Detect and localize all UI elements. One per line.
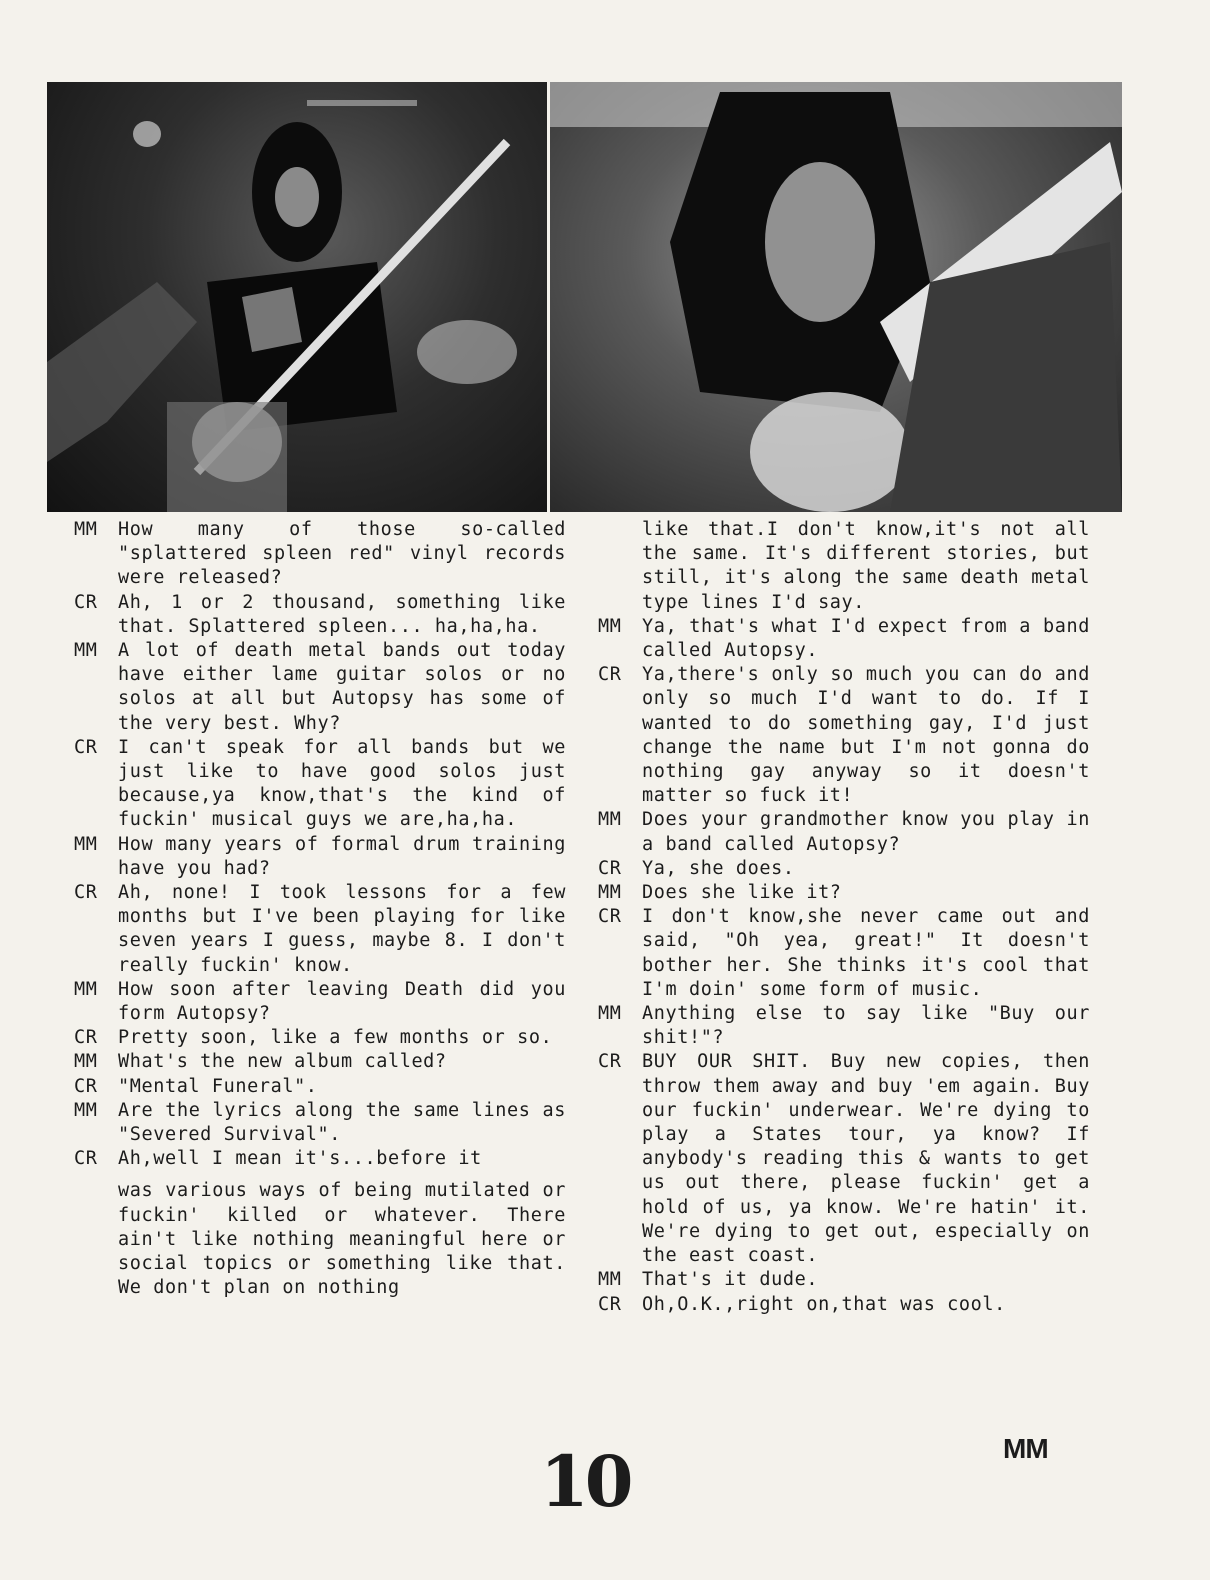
concert-photo-guitarist bbox=[550, 82, 1122, 512]
author-signature: MM bbox=[1003, 1433, 1048, 1464]
interview-entry bbox=[74, 833, 566, 881]
speaker-label: MM bbox=[598, 882, 622, 904]
interview-entry bbox=[598, 1293, 1090, 1317]
interview-entry bbox=[74, 1075, 566, 1099]
speaker-label: CR bbox=[598, 857, 622, 879]
interview-entry bbox=[74, 1147, 566, 1171]
speaker-label: MM bbox=[598, 1269, 622, 1291]
interview-entry bbox=[74, 736, 566, 833]
speaker-label: CR bbox=[74, 882, 98, 904]
speaker-label: CR bbox=[74, 1148, 98, 1170]
continued-text: was various ways of being mutilated or fuckin' killed or whatever. There ain't like nothing meaningful here or social topics or something like that. We don't plan on nothing bbox=[118, 1180, 566, 1299]
entry-text: Are the lyrics along the same lines as "Severed Survival". bbox=[118, 1099, 566, 1146]
speaker-label: MM bbox=[74, 978, 98, 1000]
entry-text: I can't speak for all bands but we just like to have good solos just because,ya know,that's the kind of fuckin' musical guys we are,ha,ha. bbox=[118, 736, 566, 831]
speaker-label: MM bbox=[74, 519, 98, 540]
entry-text: How many years of formal drum training have you had? bbox=[118, 833, 566, 879]
entry-text: A lot of death metal bands out today have either lame guitar solos or no solos at all but Autopsy has some of the very best. Why? bbox=[118, 640, 566, 734]
interview-entry bbox=[74, 881, 566, 978]
interview-entry bbox=[598, 663, 1090, 808]
speaker-label: CR bbox=[598, 1293, 622, 1315]
speaker-label: MM bbox=[598, 809, 622, 831]
entry-text: Ya,there's only so much you can do and only so much I'd want to do. If I wanted to do something gay, I'd just change the name but I'm not gonna do nothing gay anyway so it doesn't matter so fuck it! bbox=[642, 664, 1090, 807]
entry-text: Ah, 1 or 2 thousand, something like that. Splattered spleen... ha,ha,ha. bbox=[118, 591, 566, 637]
interview-entry bbox=[74, 1099, 566, 1147]
entry-text: Does your grandmother know you play in a band called Autopsy? bbox=[642, 809, 1090, 855]
interview-entry bbox=[74, 1026, 566, 1050]
speaker-label: CR bbox=[74, 591, 98, 613]
entry-text: How soon after leaving Death did you form Autopsy? bbox=[118, 978, 566, 1025]
speaker-label: MM bbox=[598, 1003, 622, 1025]
concert-photo-bassist bbox=[47, 82, 547, 512]
interview-entry bbox=[74, 591, 566, 639]
interview-entry bbox=[598, 857, 1090, 881]
interview-entry bbox=[598, 881, 1090, 905]
speaker-label: MM bbox=[598, 615, 622, 637]
interview-entry bbox=[74, 1050, 566, 1074]
speaker-label: CR bbox=[598, 906, 622, 928]
entry-text: How many of those so-called "splattered spleen red" vinyl records were released? bbox=[118, 519, 566, 589]
interview-entry bbox=[598, 1050, 1090, 1268]
interview-entry bbox=[74, 518, 566, 591]
entry-text: BUY OUR SHIT. Buy new copies, then throw them away and buy 'em again. Buy our fuckin' underwear. We're dying to play a States tour, ya know? If anybody's reading this & wants to get us out there, please fuckin' get a hold of us, ya know. We're hatin' it. We're dying to get out, especially on the east coast. bbox=[642, 1051, 1090, 1267]
speaker-label: CR bbox=[74, 736, 98, 758]
entry-text: What's the new album called? bbox=[118, 1051, 447, 1073]
entry-text: Ya, that's what I'd expect from a band called Autopsy. bbox=[642, 615, 1090, 662]
interview-right-column bbox=[598, 518, 1090, 1317]
speaker-label: MM bbox=[74, 833, 98, 855]
entry-text: Ya, she does. bbox=[642, 857, 795, 879]
interview-left-column bbox=[74, 518, 566, 1301]
speaker-label: CR bbox=[598, 1051, 622, 1073]
entry-text: I don't know,she never came out and said, "Oh yea, great!" It doesn't bother her. She thinks it's cool that I'm doin' some form of music. bbox=[642, 906, 1090, 1000]
interview-entry bbox=[74, 978, 566, 1026]
interview-entry bbox=[598, 1268, 1090, 1292]
interview-entry bbox=[598, 1002, 1090, 1050]
entry-text: Oh,O.K.,right on,that was cool. bbox=[642, 1293, 1006, 1315]
entry-text: "Mental Funeral". bbox=[118, 1075, 318, 1097]
speaker-label: CR bbox=[74, 1027, 98, 1049]
interview-entry bbox=[598, 808, 1090, 856]
entry-text: Anything else to say like "Buy our shit!"? bbox=[642, 1003, 1090, 1049]
entry-text: That's it dude. bbox=[642, 1269, 819, 1291]
continued-text: like that.I don't know,it's not all the same. It's different stories, but still, it's along the same death metal type lines I'd say. bbox=[642, 519, 1090, 613]
interview-entry bbox=[598, 615, 1090, 663]
interview-entry bbox=[598, 905, 1090, 1002]
speaker-label: MM bbox=[74, 1099, 98, 1121]
entry-text: Ah, none! I took lessons for a few months but I've been playing for like seven years I guess, maybe 8. I don't really fuckin' know. bbox=[118, 882, 566, 976]
speaker-label: MM bbox=[74, 1051, 98, 1073]
interview-entry bbox=[74, 639, 566, 736]
entry-text: Pretty soon, like a few months or so. bbox=[118, 1027, 553, 1049]
speaker-label: CR bbox=[598, 664, 622, 686]
entry-text: Ah,well I mean it's...before it bbox=[118, 1148, 482, 1170]
speaker-label: CR bbox=[74, 1075, 98, 1097]
page-number: 10 bbox=[540, 1440, 630, 1523]
speaker-label: MM bbox=[74, 640, 98, 662]
entry-text: Does she like it? bbox=[642, 882, 842, 904]
